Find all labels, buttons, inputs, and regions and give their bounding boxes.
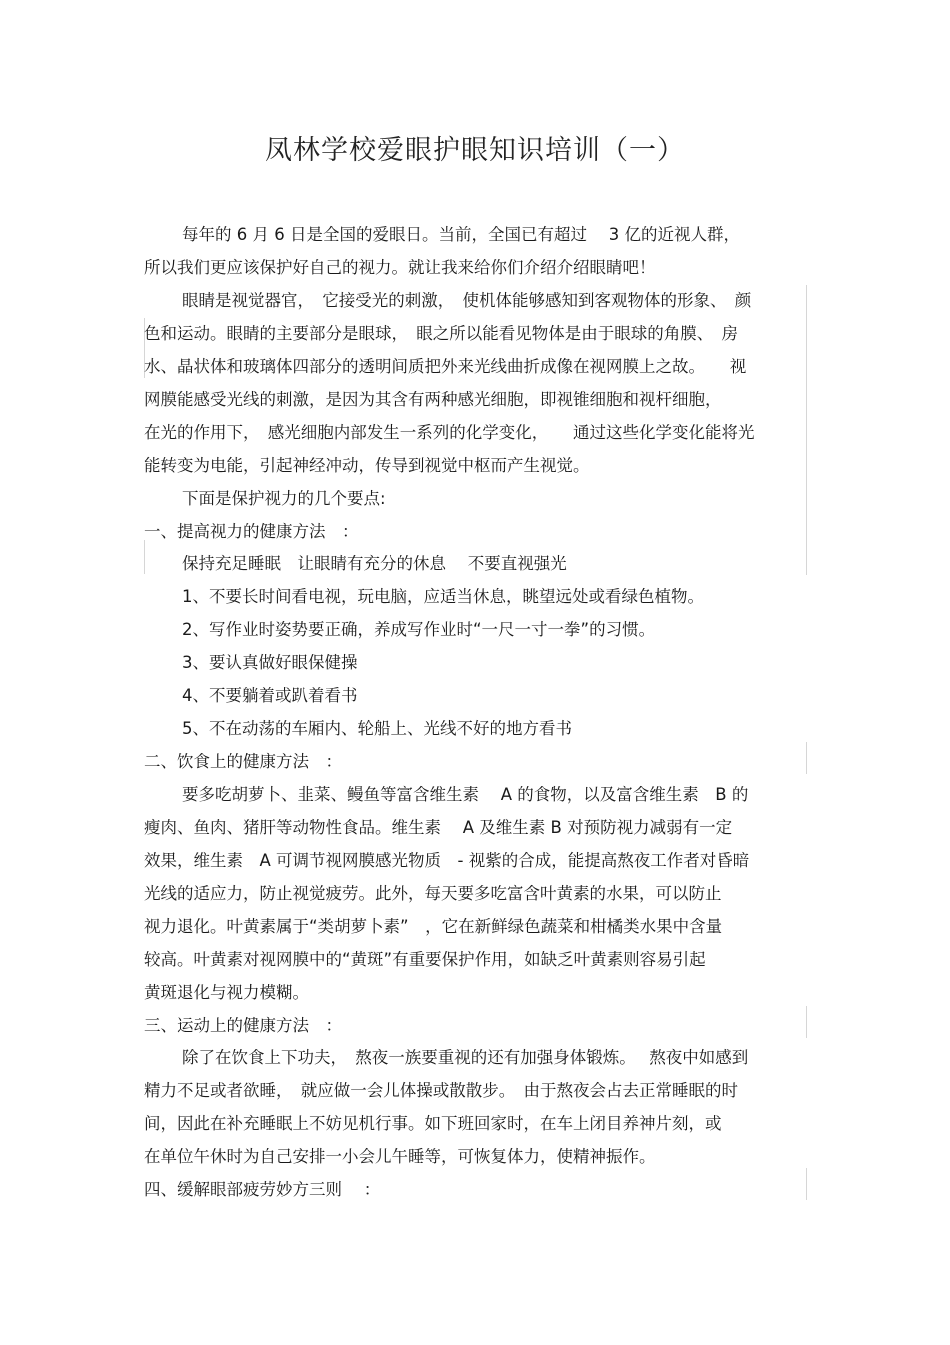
paragraph-line: 除了在饮食上下功夫， 熬夜一族要重视的还有加强身体锻炼。 熬夜中如感到 xyxy=(182,1048,749,1067)
paragraph-line: 在单位午休时为自己安排一小会儿午睡等，可恢复体力，使精神振作。 xyxy=(144,1147,656,1166)
paragraph-line: 眼睛是视觉器官， 它接受光的刺激， 使机体能够感知到客观物体的形象、 颜 xyxy=(182,291,752,310)
list-item: 5、不在动荡的车厢内、轮船上、光线不好的地方看书 xyxy=(182,719,572,738)
paragraph-line: 能转变为电能，引起神经冲动，传导到视觉中枢而产生视觉。 xyxy=(144,456,590,475)
paragraph-line: 色和运动。眼睛的主要部分是眼球， 眼之所以能看见物体是由于眼球的角膜、 房 xyxy=(144,324,738,343)
paragraph-line: 网膜能感受光线的刺激，是因为其含有两种感光细胞，即视锥细胞和视杆细胞， xyxy=(144,390,722,409)
document-title: 凤林学校爱眼护眼知识培训（一） xyxy=(265,135,685,166)
paragraph-line: 要多吃胡萝卜、韭菜、鳗鱼等富含维生素 A 的食物，以及富含维生素 B 的 xyxy=(182,785,749,804)
paragraph-line: 水、晶状体和玻璃体四部分的透明间质把外来光线曲折成像在视网膜上之故。 视 xyxy=(144,357,747,376)
right-margin-rule xyxy=(806,742,807,774)
list-item: 1、不要长时间看电视，玩电脑，应适当休息，眺望远处或看绿色植物。 xyxy=(182,587,704,606)
paragraph-line: 瘦肉、鱼肉、猪肝等动物性食品。维生素 A 及维生素 B 对预防视力减弱有一定 xyxy=(144,818,733,837)
section-heading: 二、饮食上的健康方法 ： xyxy=(144,752,342,771)
section-heading: 一、提高视力的健康方法 ： xyxy=(144,522,359,541)
paragraph-line: 视力退化。叶黄素属于“类胡萝卜素” ，它在新鲜绿色蔬菜和柑橘类水果中含量 xyxy=(144,917,723,936)
list-item: 2、写作业时姿势要正确，养成写作业时“一尺一寸一拳”的习惯。 xyxy=(182,620,656,639)
paragraph-line: 间，因此在补充睡眠上不妨见机行事。如下班回家时，在车上闭目养神片刻，或 xyxy=(144,1114,722,1133)
section-heading: 三、运动上的健康方法 ： xyxy=(144,1016,342,1035)
paragraph-line: 黄斑退化与视力模糊。 xyxy=(144,983,309,1002)
paragraph-line: 精力不足或者欲睡， 就应做一会儿体操或散散步。 由于熬夜会占去正常睡眠的时 xyxy=(144,1081,738,1100)
right-margin-rule xyxy=(806,1168,807,1200)
paragraph-line: 效果，维生素 A 可调节视网膜感光物质 - 视紫的合成，能提高熬夜工作者对昏暗 xyxy=(144,851,750,870)
paragraph-line: 每年的 6 月 6 日是全国的爱眼日。当前，全国已有超过 3 亿的近视人群， xyxy=(182,225,740,244)
list-item: 4、不要躺着或趴着看书 xyxy=(182,686,358,705)
right-margin-rule xyxy=(806,1006,807,1038)
paragraph-line: 保持充足睡眠 让眼睛有充分的休息 不要直视强光 xyxy=(182,554,567,573)
list-item: 3、要认真做好眼保健操 xyxy=(182,653,358,672)
section-heading: 四、缓解眼部疲劳妙方三则 ： xyxy=(144,1180,381,1199)
left-margin-rule xyxy=(144,540,145,574)
paragraph-line: 所以我们更应该保护好自己的视力。就让我来给你们介绍介绍眼睛吧！ xyxy=(144,258,656,277)
paragraph-line: 下面是保护视力的几个要点: xyxy=(182,489,386,508)
paragraph-line: 在光的作用下， 感光细胞内部发生一系列的化学变化， 通过这些化学变化能将光 xyxy=(144,423,755,442)
right-margin-rule xyxy=(806,285,807,575)
paragraph-line: 较高。叶黄素对视网膜中的“黄斑”有重要保护作用，如缺乏叶黄素则容易引起 xyxy=(144,950,706,969)
paragraph-line: 光线的适应力，防止视觉疲劳。此外，每天要多吃富含叶黄素的水果，可以防止 xyxy=(144,884,722,903)
